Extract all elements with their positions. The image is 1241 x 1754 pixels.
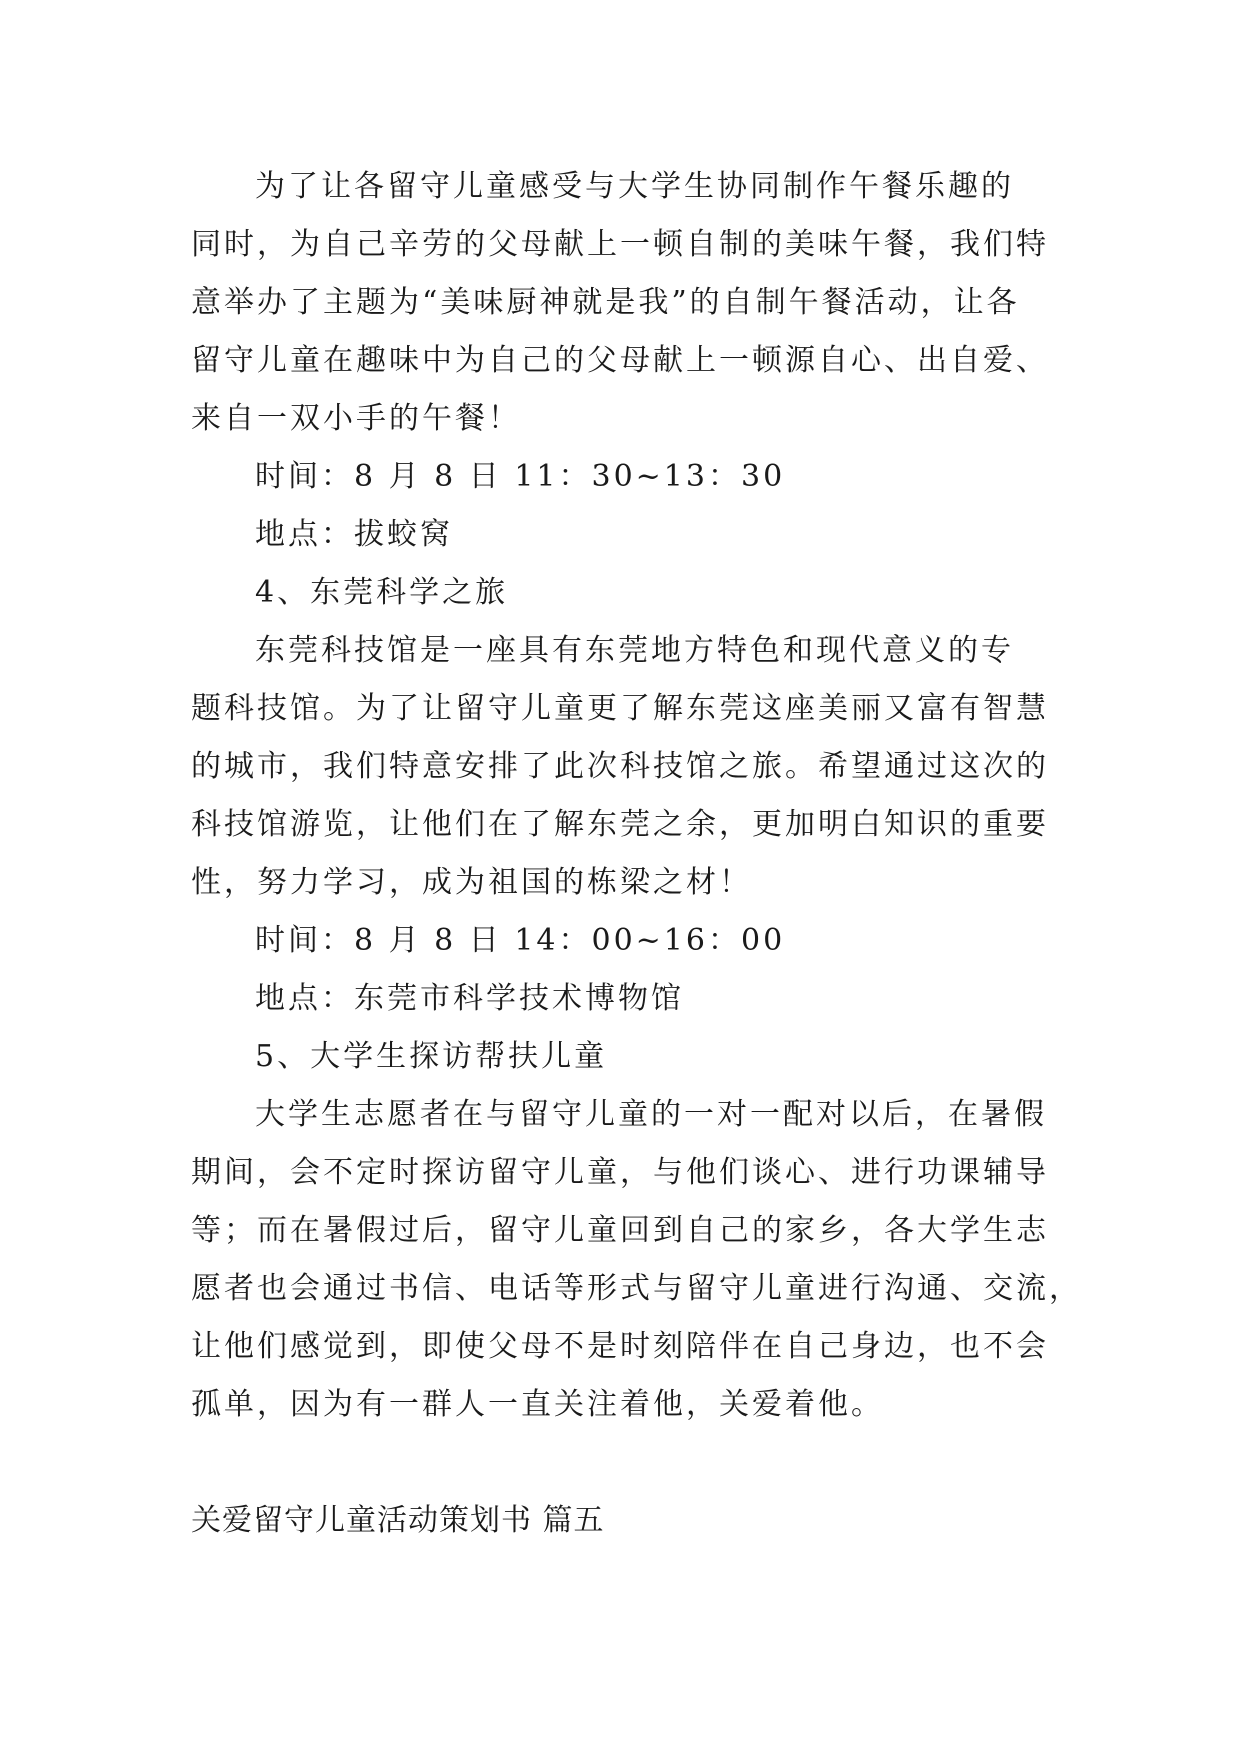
paragraph-line: 同时，为自己辛劳的父母献上一顿自制的美味午餐，我们特 xyxy=(191,227,1049,262)
activity-heading: 5、大学生探访帮扶儿童 xyxy=(255,1039,608,1074)
time-line: 时间：8 月 8 日 11：30~13：30 xyxy=(255,459,786,494)
paragraph-line: 为了让各留守儿童感受与大学生协同制作午餐乐趣的 xyxy=(255,169,1014,204)
paragraph-line: 留守儿童在趣味中为自己的父母献上一顿源自心、出自爱、 xyxy=(191,343,1049,378)
blank-line xyxy=(191,1434,1051,1492)
location-line: 地点：拔蛟窝 xyxy=(255,517,453,552)
paragraph-line: 东莞科技馆是一座具有东莞地方特色和现代意义的专 xyxy=(255,633,1014,668)
paragraph-line: 意举办了主题为“美味厨神就是我”的自制午餐活动，让各 xyxy=(191,285,1020,320)
paragraph-line: 大学生志愿者在与留守儿童的一对一配对以后，在暑假 xyxy=(255,1097,1047,1132)
paragraph-line: 来自一双小手的午餐！ xyxy=(191,401,521,436)
paragraph-line: 等；而在暑假过后，留守儿童回到自己的家乡，各大学生志 xyxy=(191,1213,1049,1248)
paragraph-line: 的城市，我们特意安排了此次科技馆之旅。希望通过这次的 xyxy=(191,749,1049,784)
paragraph-line: 性，努力学习，成为祖国的栋梁之材！ xyxy=(191,865,752,900)
time-line: 时间：8 月 8 日 14：00~16：00 xyxy=(255,923,786,958)
paragraph-line: 孤单，因为有一群人一直关注着他，关爱着他。 xyxy=(191,1387,884,1422)
activity-heading: 4、东莞科学之旅 xyxy=(255,575,509,610)
document-body xyxy=(191,158,1082,1550)
location-line: 地点：东莞市科学技术博物馆 xyxy=(255,981,684,1016)
paragraph-line: 科技馆游览，让他们在了解东莞之余，更加明白知识的重要 xyxy=(191,807,1049,842)
section-heading: 关爱留守儿童活动策划书 篇五 xyxy=(191,1503,605,1538)
paragraph-line: 题科技馆。为了让留守儿童更了解东莞这座美丽又富有智慧 xyxy=(191,691,1049,726)
paragraph-line: 让他们感觉到，即使父母不是时刻陪伴在自己身边，也不会 xyxy=(191,1329,1049,1364)
paragraph-line: 愿者也会通过书信、电话等形式与留守儿童进行沟通、交流， xyxy=(191,1271,1082,1306)
paragraph-line: 期间，会不定时探访留守儿童，与他们谈心、进行功课辅导 xyxy=(191,1155,1049,1190)
